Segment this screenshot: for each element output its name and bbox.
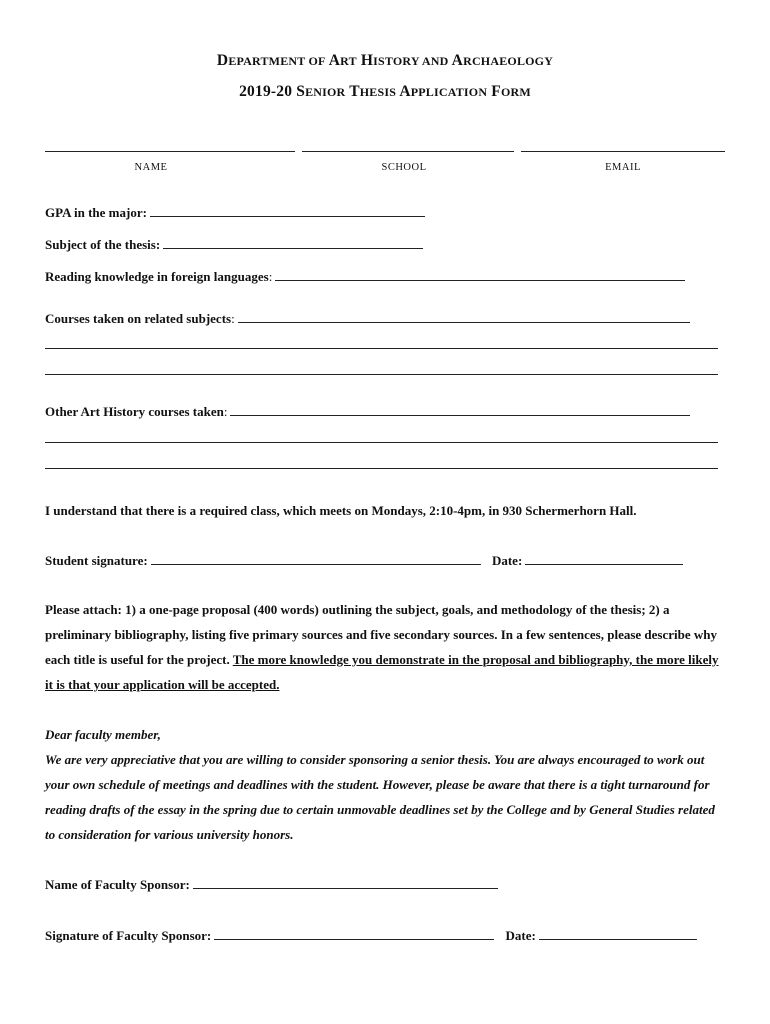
student-signature-row — [45, 552, 683, 569]
courses-label: Courses taken on related subjects — [45, 311, 232, 326]
title-year: 2019-20 — [239, 83, 293, 100]
title-letter: F — [491, 83, 501, 100]
title-letter: S — [296, 83, 306, 100]
title-letter: A — [451, 52, 464, 69]
student-date-line[interactable] — [525, 552, 683, 565]
sponsor-name-line[interactable] — [193, 876, 498, 889]
department-title — [0, 52, 770, 70]
subject-row — [45, 236, 423, 253]
required-class-statement: I understand that there is a required class, which meets on Mondays, 2:10-4pm, in 930 Schermerhorn Hall. — [45, 503, 637, 518]
sponsor-signature-label: Signature of Faculty Sponsor: — [45, 928, 212, 943]
attach-text: Please attach: 1) a one-page proposal (400 words) outlining the subject, goals, and methodology of the thesis; 2) a preliminary bibliography, listing five primary sources and five secondary sources. In a few sentences, please describe why each title is useful for the project. — [45, 602, 718, 667]
sponsor-date-label: Date: — [505, 928, 536, 943]
title-text: EPARTMENT OF — [228, 54, 326, 68]
courses-field-line[interactable] — [45, 348, 718, 349]
attach-instructions — [45, 597, 725, 697]
other-courses-label: Other Art History courses taken — [45, 404, 224, 419]
title-letter: A — [328, 52, 341, 69]
other-courses-field-line[interactable] — [45, 442, 718, 443]
gpa-field-line[interactable] — [150, 204, 425, 217]
title-letter: T — [349, 83, 360, 100]
sponsor-date-line[interactable] — [539, 927, 697, 940]
sponsor-signature-line[interactable] — [214, 927, 494, 940]
other-courses-field-line[interactable] — [45, 468, 718, 469]
other-courses-colon: : — [223, 404, 228, 419]
title-text: PPLICATION — [410, 85, 488, 99]
sponsor-signature-row — [45, 927, 697, 944]
other-courses-field-line[interactable] — [230, 403, 690, 416]
courses-field-line[interactable] — [45, 374, 718, 375]
other-courses-row — [45, 403, 690, 420]
faculty-greeting: Dear faculty member, — [45, 727, 161, 742]
name-field-line[interactable] — [45, 151, 295, 152]
title-text: RT — [340, 54, 357, 68]
school-caption: SCHOOL — [381, 162, 427, 173]
form-title — [0, 83, 770, 101]
courses-field-line[interactable] — [238, 310, 690, 323]
languages-label: Reading knowledge in foreign languages — [45, 269, 269, 284]
title-letter: H — [360, 52, 374, 69]
attach-underlined-text: The more knowledge you demonstrate in the proposal and bibliography, the more likely it is that your application will be accepted. — [45, 652, 719, 692]
title-letter: A — [399, 83, 411, 100]
sponsor-name-label: Name of Faculty Sponsor: — [45, 877, 190, 892]
title-text: ORM — [500, 85, 531, 99]
faculty-text: We are very appreciative that you are willing to consider sponsoring a senior thesis. You are always encouraged to work out your own schedule of meetings and deadlines with the student. However, please be aware that there is a tight turnaround for reading drafts of the essay in the spring due to certain unmovable deadlines set by the College and by General Studies related to consideration for various university honors. — [45, 752, 715, 842]
gpa-label: GPA in the major: — [45, 205, 147, 220]
title-text: ENIOR — [305, 85, 346, 99]
subject-label: Subject of the thesis: — [45, 237, 161, 252]
languages-row — [45, 268, 685, 285]
title-text: HESIS — [359, 85, 397, 99]
name-caption: NAME — [134, 162, 168, 173]
gpa-row — [45, 204, 425, 221]
school-field-line[interactable] — [302, 151, 514, 152]
student-date-label: Date: — [491, 553, 523, 568]
student-signature-line[interactable] — [151, 552, 481, 565]
languages-colon: : — [268, 269, 273, 284]
languages-field-line[interactable] — [275, 268, 685, 281]
email-caption: EMAIL — [605, 162, 641, 173]
courses-row — [45, 310, 690, 327]
email-field-line[interactable] — [521, 151, 725, 152]
courses-colon: : — [231, 311, 235, 326]
student-signature-label: Student signature: — [45, 553, 148, 568]
faculty-note — [45, 722, 725, 847]
sponsor-name-row — [45, 876, 498, 893]
subject-field-line[interactable] — [163, 236, 423, 249]
title-text: ISTORY AND — [373, 54, 449, 68]
title-text: RCHAEOLOGY — [463, 54, 554, 68]
title-letter: D — [216, 52, 229, 69]
